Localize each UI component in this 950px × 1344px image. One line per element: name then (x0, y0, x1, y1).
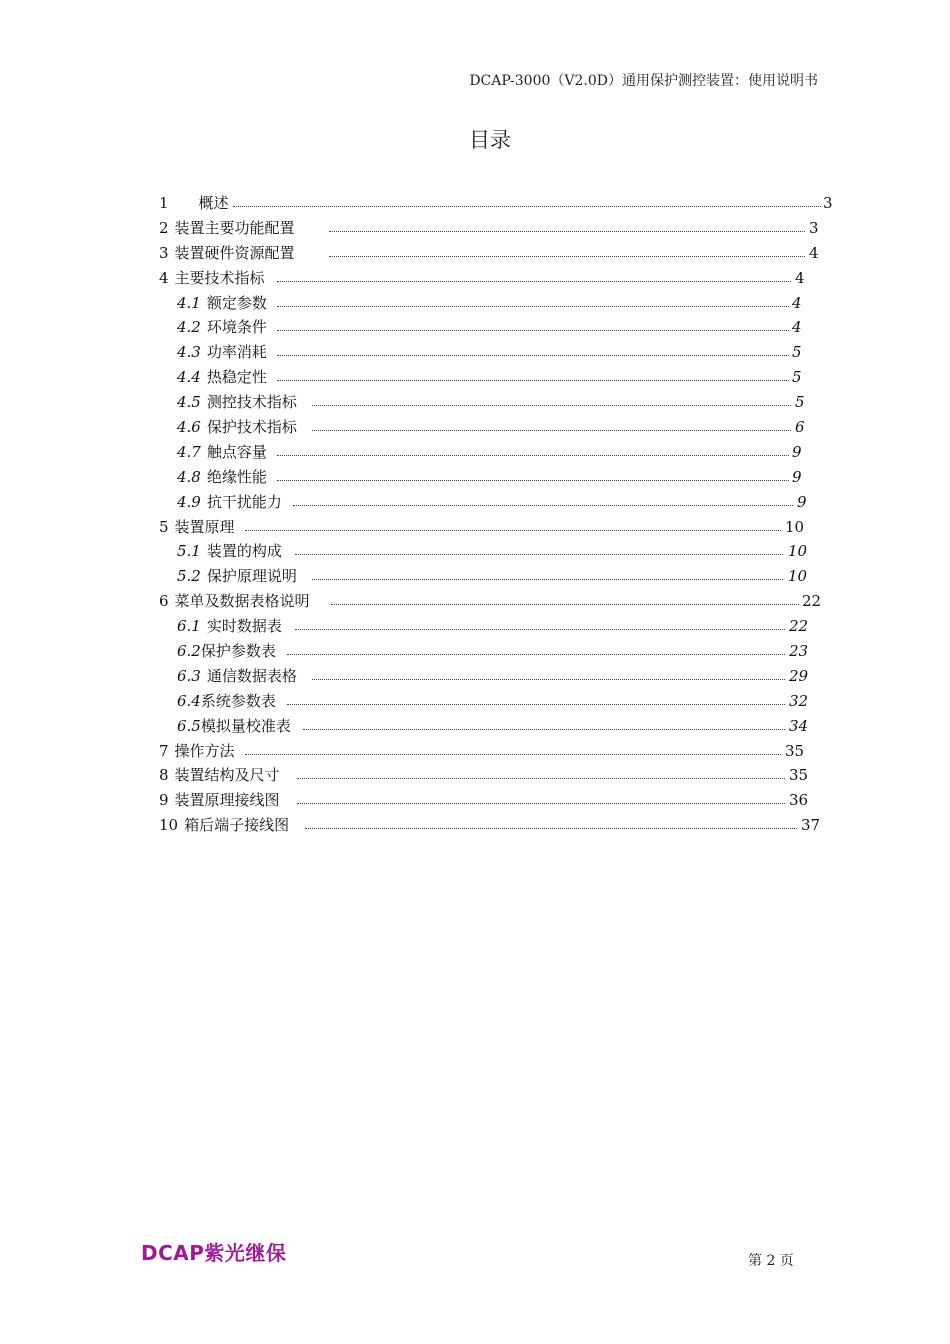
toc-number: 4.2 (177, 318, 201, 337)
toc-page-number: 6 (795, 418, 805, 437)
toc-label: 绝缘性能 (206, 467, 267, 486)
toc-entry[interactable] (159, 294, 839, 319)
toc-label: 概述 (198, 194, 229, 212)
toc-leader-dots (297, 803, 785, 804)
toc-leader-dots (277, 281, 791, 282)
toc-label: 热稳定性 (206, 368, 267, 387)
toc-page-number: 22 (789, 617, 809, 636)
toc-leader-dots (277, 455, 789, 456)
toc-entry[interactable] (159, 244, 839, 269)
toc-label: 装置硬件资源配置 (174, 243, 295, 262)
toc-entry[interactable] (159, 667, 839, 692)
toc-label: 菜单及数据表格说明 (174, 592, 310, 611)
toc-label: 装置的构成 (206, 542, 282, 561)
toc-number: 3 (159, 243, 169, 262)
toc-number: 4.6 (177, 418, 201, 437)
toc-page-number: 34 (789, 716, 809, 735)
toc-label: 环境条件 (206, 318, 267, 337)
toc-page-number: 37 (801, 816, 821, 835)
toc-entry[interactable] (159, 518, 839, 543)
toc-entry[interactable] (159, 567, 839, 592)
toc-number: 2 (159, 218, 169, 237)
toc-leader-dots (295, 554, 783, 555)
toc-page-number: 5 (792, 368, 802, 387)
toc-leader-dots (303, 729, 785, 730)
toc-leader-dots (293, 505, 793, 506)
toc-number: 8 (159, 766, 169, 785)
toc-number: 5.1 (177, 542, 201, 561)
toc-label: 功率消耗 (206, 343, 267, 362)
toc-label: 主要技术指标 (174, 268, 265, 287)
toc-leader-dots (245, 530, 781, 531)
toc-entry[interactable] (159, 816, 839, 841)
toc-entry[interactable] (159, 692, 839, 717)
toc-leader-dots (329, 256, 805, 257)
toc-entry[interactable] (159, 742, 839, 767)
toc-page-number: 5 (792, 343, 802, 362)
toc-number: 6 (159, 592, 169, 611)
toc-page-number: 9 (792, 467, 802, 486)
toc-page-number: 9 (792, 442, 802, 461)
toc-number: 5 (159, 517, 169, 536)
toc-number: 4 (159, 268, 169, 287)
toc-page-number: 4 (809, 243, 819, 262)
toc-page-number: 3 (823, 194, 833, 212)
toc-entry[interactable] (159, 717, 839, 742)
toc-page-number: 29 (789, 666, 809, 685)
toc-entry[interactable] (159, 219, 839, 244)
toc-label: 抗干扰能力 (206, 492, 282, 511)
document-header: DCAP-3000（V2.0D）通用保护测控装置：使用说明书 (469, 73, 818, 89)
toc-leader-dots (277, 480, 789, 481)
toc-label: 系统参数表 (200, 691, 276, 710)
toc-leader-dots (305, 828, 797, 829)
toc-leader-dots (287, 654, 785, 655)
toc-label: 测控技术指标 (206, 393, 297, 412)
toc-entry[interactable] (159, 791, 839, 816)
toc-page-number: 10 (788, 567, 808, 586)
toc-entry[interactable] (159, 468, 839, 493)
toc-number: 4.1 (177, 293, 201, 312)
toc-page-number: 35 (789, 766, 809, 785)
toc-page-number: 10 (788, 542, 808, 561)
toc-number: 6.1 (177, 617, 201, 636)
toc-entry[interactable] (159, 493, 839, 518)
toc-number: 4.3 (177, 343, 201, 362)
toc-entry[interactable] (159, 617, 839, 642)
toc-leader-dots (287, 704, 785, 705)
page-number: 第 2 页 (748, 1253, 794, 1269)
toc-leader-dots (312, 579, 783, 580)
toc-page-number: 5 (795, 393, 805, 412)
toc-leader-dots (312, 679, 785, 680)
toc-label: 触点容量 (206, 442, 267, 461)
toc-page-number: 4 (792, 318, 802, 337)
toc-page-number: 3 (809, 218, 819, 237)
toc-label: 额定参数 (206, 293, 267, 312)
toc-number: 6.5 (177, 716, 201, 735)
toc-page-number: 22 (802, 592, 822, 611)
toc-number: 4.7 (177, 442, 201, 461)
toc-number: 10 (159, 816, 179, 835)
toc-leader-dots (233, 206, 821, 207)
toc-entry[interactable] (159, 443, 839, 468)
company-logo: DCAP紫光继保 (141, 1241, 287, 1265)
toc-number: 6.4 (177, 691, 201, 710)
toc-number: 4.4 (177, 368, 201, 387)
page-title: 目录 (469, 128, 511, 152)
toc-number: 7 (159, 741, 169, 760)
toc-leader-dots (312, 405, 791, 406)
toc-leader-dots (277, 330, 789, 331)
toc-entry[interactable] (159, 592, 839, 617)
toc-number: 6.2 (177, 642, 201, 661)
toc-number: 5.2 (177, 567, 201, 586)
toc-label: 保护技术指标 (206, 418, 297, 437)
toc-entry[interactable] (159, 194, 839, 219)
toc-label: 装置结构及尺寸 (174, 766, 280, 785)
toc-entry[interactable] (159, 343, 839, 368)
toc-page-number: 4 (795, 268, 805, 287)
toc-label: 箱后端子接线图 (184, 816, 290, 835)
toc-label: 操作方法 (174, 741, 235, 760)
toc-label: 装置原理 (174, 517, 235, 536)
toc-leader-dots (331, 604, 799, 605)
toc-leader-dots (245, 754, 781, 755)
toc-leader-dots (277, 355, 789, 356)
toc-entry[interactable] (159, 542, 839, 567)
toc-number: 6.3 (177, 666, 201, 685)
toc-entry[interactable] (159, 393, 839, 418)
toc-page-number: 10 (785, 517, 805, 536)
toc-page-number: 36 (789, 791, 809, 810)
toc-page-number: 4 (792, 293, 802, 312)
toc-label: 装置原理接线图 (174, 791, 280, 810)
toc-number: 1 (159, 194, 169, 212)
toc-page-number: 35 (785, 741, 805, 760)
toc-entry[interactable] (159, 368, 839, 393)
toc-leader-dots (295, 629, 785, 630)
toc-entry[interactable] (159, 766, 839, 791)
toc-page-number: 23 (789, 642, 809, 661)
table-of-contents (159, 194, 839, 841)
toc-label: 保护原理说明 (206, 567, 297, 586)
toc-label: 保护参数表 (200, 642, 276, 661)
toc-entry[interactable] (159, 269, 839, 294)
toc-leader-dots (277, 380, 789, 381)
toc-number: 4.9 (177, 492, 201, 511)
toc-leader-dots (312, 430, 791, 431)
toc-label: 实时数据表 (206, 617, 282, 636)
toc-number: 4.8 (177, 467, 201, 486)
toc-leader-dots (297, 778, 785, 779)
toc-number: 4.5 (177, 393, 201, 412)
toc-label: 通信数据表格 (206, 666, 297, 685)
toc-label: 装置主要功能配置 (174, 218, 295, 237)
toc-entry[interactable] (159, 318, 839, 343)
toc-entry[interactable] (159, 642, 839, 667)
toc-leader-dots (329, 231, 805, 232)
toc-number: 9 (159, 791, 169, 810)
toc-page-number: 32 (789, 691, 809, 710)
toc-leader-dots (277, 306, 789, 307)
toc-label: 模拟量校准表 (200, 716, 291, 735)
toc-page-number: 9 (797, 492, 807, 511)
toc-entry[interactable] (159, 418, 839, 443)
